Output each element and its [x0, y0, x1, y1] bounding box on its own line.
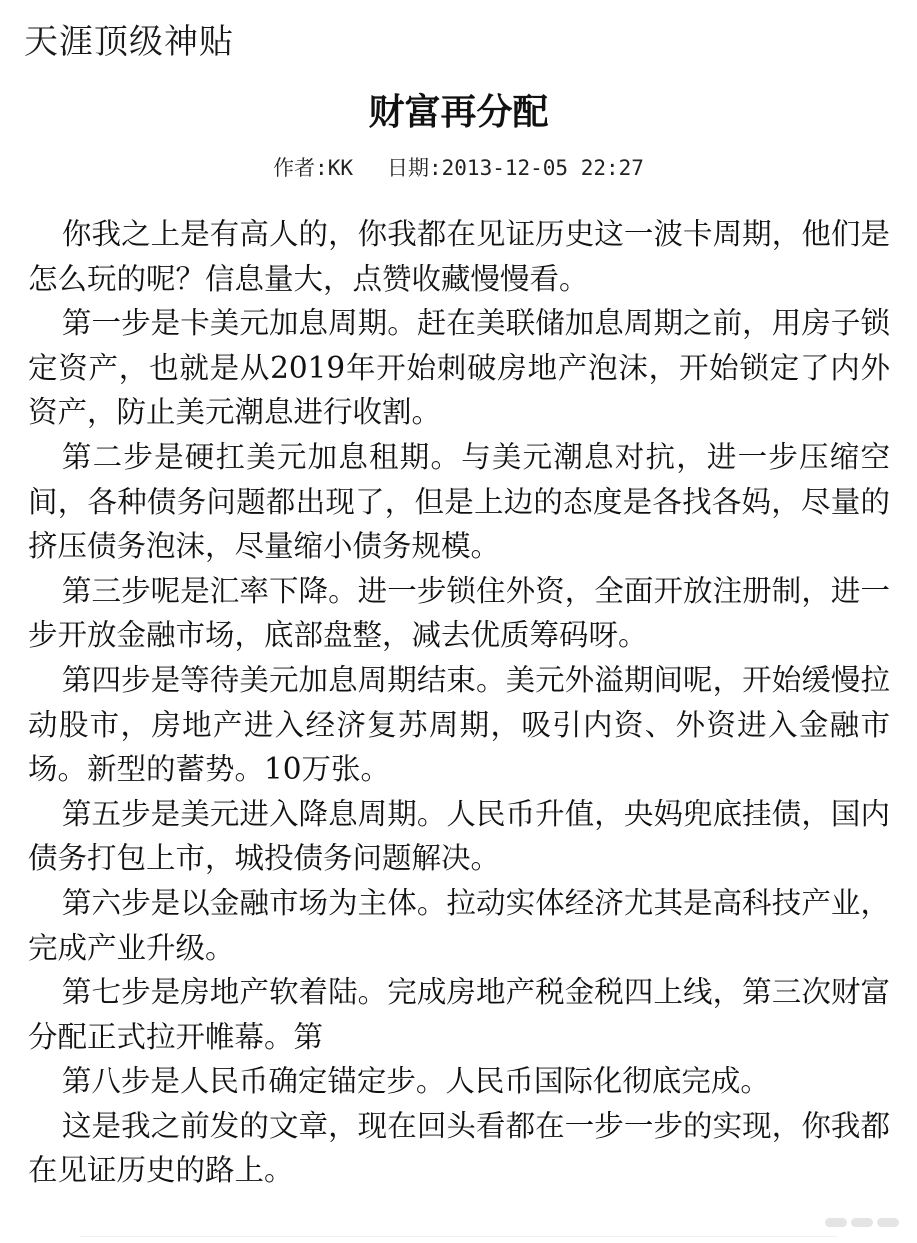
- paragraph-step-8: 第八步是人民币确定锚定步。人民币国际化彻底完成。: [61, 1064, 770, 1099]
- paragraph-step-1: 第一步是卡美元加息周期。赶在美联储加息周期之前，用房子锁定资产，也就是从2019年开始刺破房地产泡沫，开始锁定了内外资产，防止美元潮息进行收割。: [28, 306, 890, 430]
- forum-title: 天涯顶级神贴: [24, 22, 234, 62]
- paragraph-intro: 你我之上是有高人的，你我都在见证历史这一波卡周期，他们是怎么玩的呢？信息量大，点赞收藏慢慢看。: [28, 217, 890, 296]
- paragraph-step-5: 第五步是美元进入降息周期。人民币升值，央妈兜底挂债，国内债务打包上市，城投债务问题解决。: [28, 796, 890, 876]
- article-meta: [0, 152, 917, 182]
- watermark-mark: [877, 1218, 899, 1227]
- author-label: 作者:KK: [273, 156, 353, 180]
- article-body: [28, 212, 890, 1193]
- watermark-decoration: [825, 1218, 899, 1227]
- paragraph-step-6: 第六步是以金融市场为主体。拉动实体经济尤其是高科技产业，完成产业升级。: [28, 885, 890, 965]
- article-title: 财富再分配: [368, 92, 549, 133]
- bottom-divider: [80, 1236, 837, 1237]
- paragraph-step-3: 第三步呢是汇率下降。进一步锁住外资，全面开放注册制，进一步开放金融市场，底部盘整，减去优质筹码呀。: [28, 573, 890, 653]
- watermark-mark: [851, 1218, 873, 1227]
- paragraph-step-4: 第四步是等待美元加息周期结束。美元外溢期间呢，开始缓慢拉动股市，房地产进入经济复苏周期，吸引内资、外资进入金融市场。新型的蓄势。10万张。: [28, 662, 890, 787]
- paragraph-conclusion: 这是我之前发的文章，现在回头看都在一步一步的实现，你我都在见证历史的路上。: [28, 1108, 890, 1188]
- date-label: 日期:2013-12-05 22:27: [387, 156, 644, 180]
- paragraph-step-2: 第二步是硬扛美元加息租期。与美元潮息对抗，进一步压缩空间，各种债务问题都出现了，但是上边的态度是各找各妈，尽量的挤压债务泡沫，尽量缩小债务规模。: [28, 439, 890, 564]
- watermark-mark: [825, 1218, 847, 1227]
- paragraph-step-7: 第七步是房地产软着陆。完成房地产税金税四上线，第三次财富分配正式拉开帷幕。第: [28, 975, 890, 1054]
